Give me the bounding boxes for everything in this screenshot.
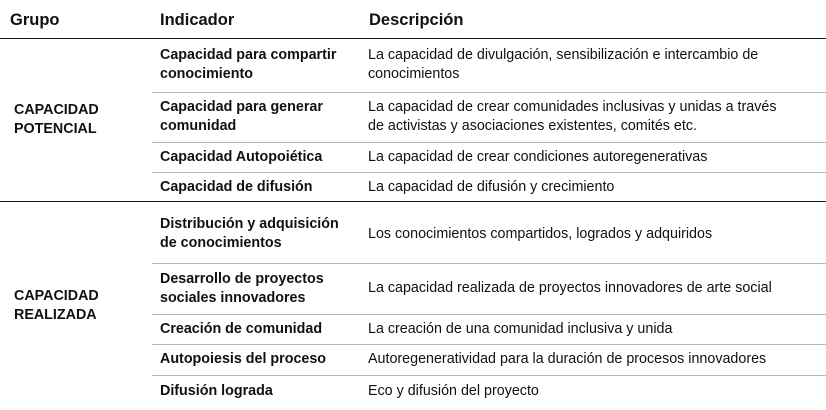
descripcion-line: de activistas y asociaciones existentes, comités etc. xyxy=(368,118,697,134)
indicador-cell xyxy=(160,46,360,84)
group-label-line: CAPACIDAD xyxy=(14,288,99,304)
descripcion-line: La capacidad de crear comunidades inclusivas y unidas a través xyxy=(368,99,777,115)
indicador-cell xyxy=(160,270,360,308)
table-row xyxy=(152,376,826,406)
table-row xyxy=(152,143,826,173)
group-label-line: CAPACIDAD xyxy=(14,102,99,118)
group-label-realizada xyxy=(14,287,99,325)
header-grupo: Grupo xyxy=(10,11,60,29)
indicador-cell xyxy=(160,215,360,253)
indicador-cell: Capacidad Autopoiética xyxy=(160,149,323,165)
header-descripcion: Descripción xyxy=(369,11,464,29)
group-label-potencial xyxy=(14,101,99,139)
descripcion-cell: Eco y difusión del proyecto xyxy=(368,383,539,399)
descripcion-cell: La capacidad realizada de proyectos innovadores de arte social xyxy=(368,280,772,296)
indicador-line: sociales innovadores xyxy=(160,290,306,306)
table-row xyxy=(152,203,826,264)
descripcion-cell: Los conocimientos compartidos, logrados y adquiridos xyxy=(368,226,713,242)
descripcion-cell: La capacidad de difusión y crecimiento xyxy=(368,179,615,195)
descripcion-cell: La creación de una comunidad inclusiva y unida xyxy=(368,321,673,337)
indicador-line: Capacidad para compartir xyxy=(160,47,337,63)
indicador-line: de conocimientos xyxy=(160,235,282,251)
header-indicador: Indicador xyxy=(160,11,235,29)
indicador-line: Desarrollo de proyectos xyxy=(160,271,324,287)
indicador-cell: Creación de comunidad xyxy=(160,321,323,337)
indicador-cell xyxy=(160,98,360,136)
table-row xyxy=(152,345,826,376)
table-header xyxy=(0,0,826,39)
table-row xyxy=(152,315,826,345)
indicador-cell: Difusión lograda xyxy=(160,383,273,399)
descripcion-line: La capacidad de divulgación, sensibilización e intercambio de xyxy=(368,47,759,63)
descripcion-cell: La capacidad de crear condiciones autoregenerativas xyxy=(368,149,708,165)
table-row xyxy=(152,38,826,93)
descripcion-line: conocimientos xyxy=(368,66,460,82)
table-row xyxy=(152,264,826,315)
indicador-cell: Capacidad de difusión xyxy=(160,179,313,195)
indicador-line: Distribución y adquisición xyxy=(160,216,339,232)
table-row xyxy=(152,173,826,201)
descripcion-cell: Autoregeneratividad para la duración de procesos innovadores xyxy=(368,351,767,367)
indicador-line: conocimiento xyxy=(160,66,253,82)
indicador-line: Capacidad para generar xyxy=(160,99,323,115)
group-divider xyxy=(0,201,826,202)
table-row xyxy=(152,93,826,143)
descripcion-cell xyxy=(368,46,820,84)
indicador-cell: Autopoiesis del proceso xyxy=(160,351,327,367)
group-label-line: POTENCIAL xyxy=(14,121,97,137)
indicador-line: comunidad xyxy=(160,118,237,134)
descripcion-cell xyxy=(368,98,820,136)
group-label-line: REALIZADA xyxy=(14,307,97,323)
